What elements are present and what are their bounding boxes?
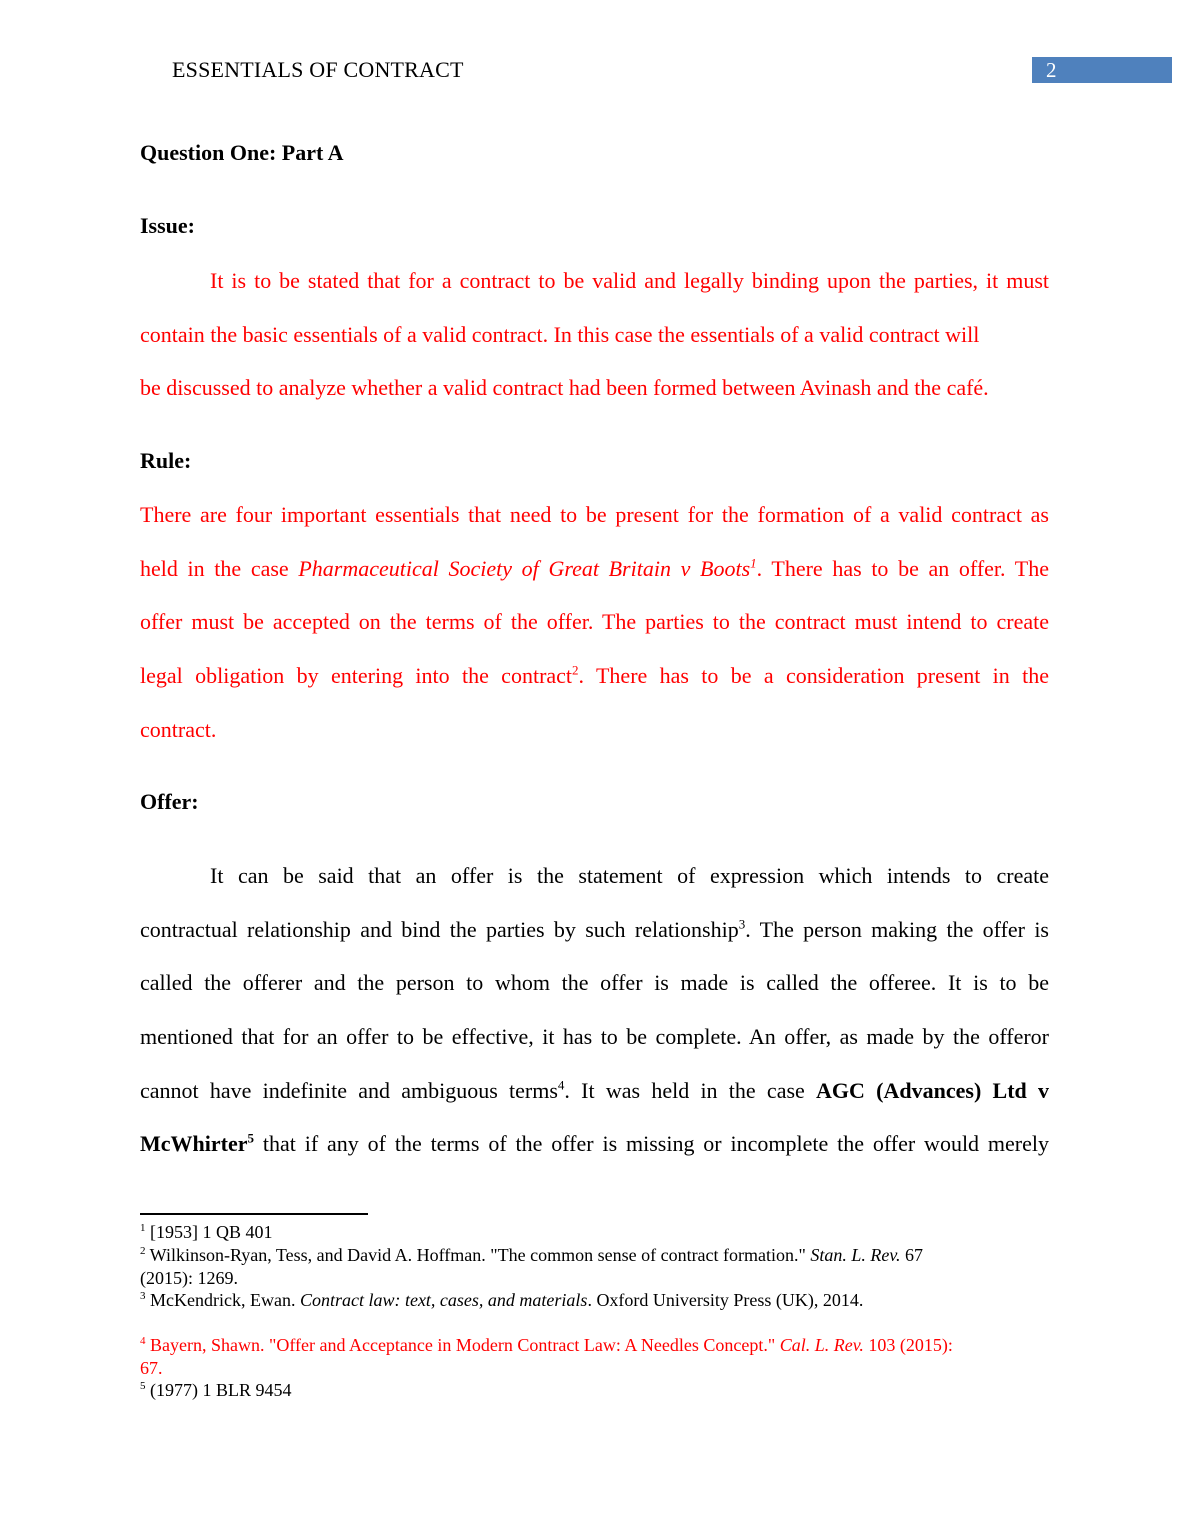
footnote-ref-4[interactable]: 4 [557, 1077, 565, 1093]
case-name-mcwhirter: McWhirter [140, 1131, 248, 1157]
issue-line-1: It is to be stated that for a contract to be valid and legally binding upon the parties, it must [210, 268, 1049, 293]
rule-line-2 [140, 542, 1049, 596]
case-name-boots: Pharmaceutical Society of Great Britain v Boots [298, 555, 751, 581]
offer-paragraph [140, 849, 1049, 1171]
footnote-ref-1[interactable]: 1 [750, 555, 757, 571]
footnote-4-pages: 67. [140, 1357, 163, 1378]
footnote-2-number: 2 [140, 1245, 146, 1257]
page-number: 2 [1046, 58, 1057, 82]
offer-line-4: mentioned that for an offer to be effective, it has to be complete. An offer, as made by the offeror [140, 1024, 1049, 1050]
footnote-4-volume: 103 (2015): [863, 1335, 953, 1355]
rule-line-1: There are four important essentials that need to be present for the formation of a valid contract as [140, 502, 1049, 527]
page-number-box [1032, 57, 1172, 83]
footnote-4-journal: Cal. L. Rev. [779, 1335, 864, 1355]
running-header-title: ESSENTIALS OF CONTRACT [172, 57, 464, 82]
footnote-4 [140, 1334, 1040, 1380]
footnote-3-title: Contract law: text, cases, and materials [299, 1290, 588, 1310]
footnote-2-journal: Stan. L. Rev. [810, 1245, 901, 1265]
rule-line-4-rest: . There has to be a consideration present in the [578, 663, 1050, 689]
offer-line-1: It can be said that an offer is the statement of expression which intends to create [210, 863, 1049, 888]
footnote-3 [140, 1289, 1040, 1312]
case-name-agc: AGC (Advances) Ltd v [816, 1077, 1050, 1103]
rule-paragraph [140, 488, 1049, 756]
issue-heading: Issue: [140, 213, 196, 238]
rule-line-2-text: held in the case [140, 555, 299, 581]
footnote-3-number: 3 [140, 1290, 146, 1302]
footnote-5 [140, 1379, 1040, 1402]
offer-line-2-text: contractual relationship and bind the parties by such relationship [140, 916, 739, 942]
question-heading: Question One: Part A [140, 140, 344, 165]
offer-line-3: called the offerer and the person to whom the offer is made is called the offeree. It is to be [140, 970, 1049, 996]
rule-heading: Rule: [140, 448, 192, 473]
footnote-separator [140, 1213, 368, 1215]
footnote-2-pages: (2015): 1269. [140, 1267, 238, 1288]
footnote-ref-3[interactable]: 3 [738, 916, 746, 932]
footnote-3-text: McKendrick, Ewan. [145, 1290, 300, 1310]
offer-line-2 [140, 903, 1049, 957]
footnote-2-volume: 67 [900, 1245, 924, 1265]
footnote-5-text: (1977) 1 BLR 9454 [145, 1380, 292, 1400]
footnote-ref-5[interactable]: 5 [247, 1131, 254, 1147]
rule-line-5: contract. [140, 716, 217, 742]
footnote-2 [140, 1244, 1040, 1290]
rule-line-3: offer must be accepted on the terms of the offer. The parties to the contract must intend to create [140, 609, 1049, 635]
footnote-ref-2[interactable]: 2 [572, 662, 579, 678]
offer-line-5 [140, 1064, 1049, 1118]
footnote-2-text: Wilkinson-Ryan, Tess, and David A. Hoffman. "The common sense of contract formation." [145, 1245, 811, 1265]
footnote-1-text: [1953] 1 QB 401 [145, 1222, 273, 1242]
offer-heading: Offer: [140, 789, 199, 814]
issue-line-3: be discussed to analyze whether a valid contract had been formed between Avinash and the café. [140, 375, 989, 401]
footnote-1 [140, 1221, 1040, 1244]
offer-line-6-rest: that if any of the terms of the offer is missing or incomplete the offer would merely [254, 1131, 1049, 1157]
footnote-5-number: 5 [140, 1380, 146, 1392]
rule-line-4 [140, 649, 1049, 703]
issue-line-2: contain the basic essentials of a valid contract. In this case the essentials of a valid contract will [140, 321, 980, 347]
offer-line-6 [140, 1117, 1049, 1171]
offer-line-5-text: cannot have indefinite and ambiguous terms [140, 1077, 558, 1103]
offer-line-2-rest: . The person making the offer is [745, 916, 1049, 942]
rule-line-4-text: legal obligation by entering into the contract [140, 663, 573, 689]
rule-line-2-rest: . There has to be an offer. The [756, 555, 1050, 581]
footnote-4-number: 4 [140, 1335, 146, 1347]
footnote-3-publisher: . Oxford University Press (UK), 2014. [587, 1290, 864, 1310]
footnote-1-number: 1 [140, 1222, 146, 1234]
footnote-4-text: Bayern, Shawn. "Offer and Acceptance in Modern Contract Law: A Needles Concept." [145, 1335, 780, 1355]
issue-paragraph [140, 254, 1049, 415]
offer-line-5-rest: . It was held in the case [564, 1077, 817, 1103]
